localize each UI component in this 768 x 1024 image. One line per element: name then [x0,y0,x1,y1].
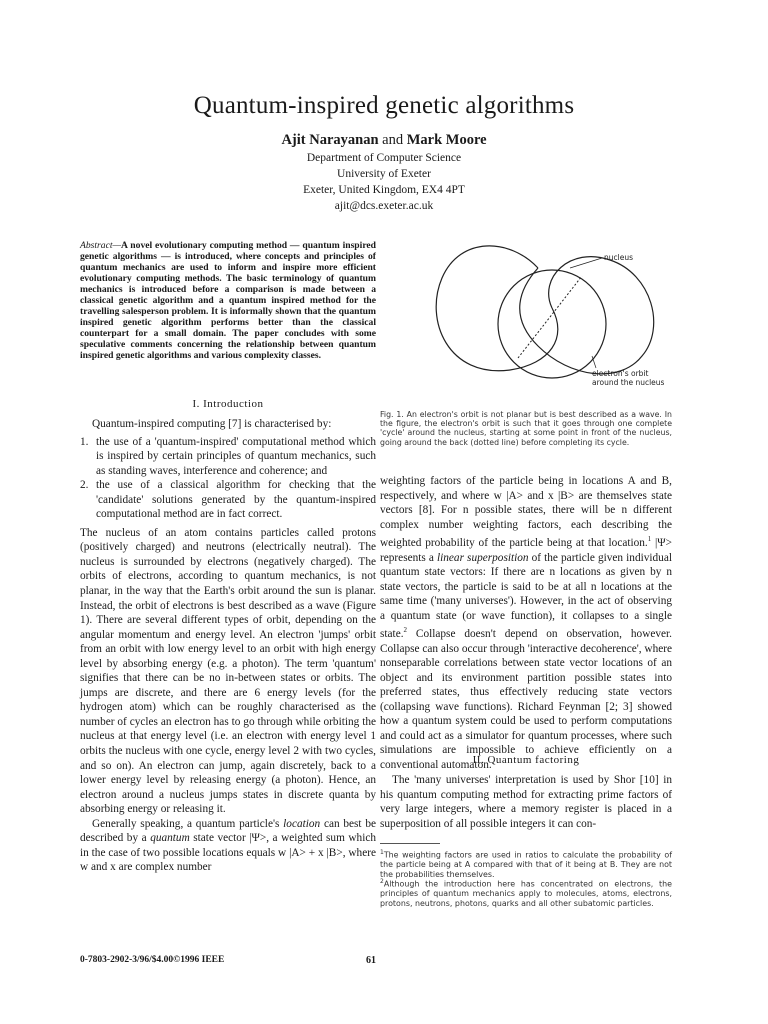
author-and: and [382,132,404,148]
copyright-line: 0-7803-2902-3/96/$4.00©1996 IEEE [80,955,225,965]
column-left [80,417,376,875]
affiliation-address: Exeter, United Kingdom, EX4 4PT [303,184,465,196]
figure-label-nucleus: nucleus [604,253,633,262]
orbit-left-lobe [436,246,558,371]
author-line [0,132,768,149]
footnote-rule [380,843,440,844]
paragraph-nucleus: The nucleus of an atom contains particles called protons (positively charged) and neutrons (electrically neutral). The nucleus is surrounded by electrons (negatively charged). The orbits of electrons, according to quantum mechanics, is not planar, in the way that the Earth's orbit around the sun is planar. Instead, the orbit of electrons is best described as a wave (Figure 1). There are several different types of orbit, depending on the angular momentum and energy level. An electron 'jumps' orbit from an orbit with low energy level to an orbit with high energy level by absorbing energy (e.g. a photon). The term 'quantum' signifies that there can be no in-between states or orbits. The jumps are discrete, and there are 6 energy levels (for the hydrogen atom) which can be roughly characterised as the number of cycles an electron has to go through while orbiting the nucleus at that energy level (i.e. an electron with energy level 1 orbits the nucleus with one cycle, energy level 2 with two cycles, and so on). An electron can jump, again discretely, back to a lower energy level by releasing energy (a photon). Hence, an electron around a nucleus jumps states in discrete quanta by absorbing energy or releasing it. [80,526,376,816]
affiliation-email: ajit@dcs.exeter.ac.uk [334,200,434,212]
affiliation-univ: University of Exeter [337,168,431,180]
paragraph-location [80,817,376,875]
footnote-2 [380,877,672,908]
author-first: Ajit Narayanan [281,132,379,148]
paragraph-weighting [380,474,672,772]
abstract-text: A novel evolutionary computing method — quantum inspired genetic algorithms — is introduced, where concepts and principles of quantum mechanics are used to inform and inspire more efficient evolutionary computing methods. The basic terminology of quantum mechanics is introduced before a comparison is made between a classical genetic algorithm and a quantum inspired method for the travelling salesperson problem. It is informally shown that the quantum inspired genetic algorithm performs better than the classical counterpart for a small domain. The paper concludes with some speculative comments concerning the relationship between quantum inspired genetic algorithms and various complexity classes. [80,240,376,362]
paragraph-shor: The 'many universes' interpretation is used by Shor [10] in his quantum computing method for extracting prime factors of very large integers, where a memory register is placed in a superposition of all possible integers it can con- [380,774,672,830]
list-item [80,435,376,479]
list-item-number: 1. [80,435,89,448]
author-second: Mark Moore [406,132,487,148]
footnote-1 [380,848,672,879]
text-run: of the particle given individual quantum state vectors: If there are n locations as given by n state vectors, the particle is said to be at all n locations at the same time ('many universes'). However, in the act of observing a quantum state (or wave function), it collapses to a single state. [380,551,672,640]
nucleus-circle [498,270,606,378]
footnote-text: The weighting factors are used in ratios to calculate the probability of the particle being at A compared with that of it being at B. They are not the probabilities themselves. [380,850,672,879]
figure-electron-orbit [420,238,670,388]
intro-sentence: Quantum-inspired computing [7] is characterised by: [92,418,332,430]
footnote-ref: 1 [647,535,652,544]
page-number: 61 [366,955,376,966]
text-run: state vector |Ψ>, a weighted sum which in the case of two possible locations equals w |A> + x |B>, where w and x are complex number [80,832,376,874]
list-item-text: the use of a classical algorithm for checking that the 'candidate' solutions generated by the quantum-inspired computational method are in fact correct. [96,479,376,521]
orbit-back-dotted [518,276,582,358]
text-run: can best be described by a [80,817,376,845]
column-right-section-2 [380,773,672,831]
affiliation-dept: Department of Computer Science [306,152,462,164]
text-run: Collapse doesn't depend on observation, however. Collapse can also occur through 'interactive decoherence', where nonseparable correlations between state vector locations of an object and its environment partition possible states into preferred states, thus effectively reducing state vectors (collapsing wave functions). Richard Feynman [2; 3] showed how a quantum system could be used to perform computations and could act as a simulator for quantum processes, where such simulations are impossible to achieve efficiently on a conventional automaton. [380,628,673,771]
text-run: |Ψ> represents a [380,536,673,564]
emphasis-location: location [283,817,321,830]
footnote-number: 1 [380,849,384,856]
footnote-ref: 2 [403,626,408,635]
text-run: weighting factors of the particle being in locations A and B, respectively, and where w |A> and x |B> are themselves state vectors [8]. For n possible states, there will be n different complex number weighting factors, each describing the weighted probability of the particle being at that location. [380,475,672,549]
figure-caption: Fig. 1. An electron's orbit is not planar but is best described as a wave. In the figure, the electron's orbit is such that it goes through one complete 'cycle' around the nucleus, starting at some point in front of the nucleus, going around the back (dotted line) before completing its cycle. [380,410,672,447]
footnote-number: 2 [380,878,384,885]
text-run: Generally speaking, a quantum particle's [92,817,284,830]
figure-label-orbit-1: electron's orbit [592,369,649,378]
abstract-lead: Abstract— [80,240,122,251]
footnote-text: Although the introduction here has concentrated on electrons, the principles of quantum mechanics apply to molecules, atoms, electrons, protons, neutrons, photons, quarks and all other subatomic particles. [380,879,672,908]
paper-title: Quantum-inspired genetic algorithms [193,92,575,119]
column-right [380,474,672,772]
section-heading-quantum-factoring: II. Quantum factoring [472,754,580,766]
emphasis-quantum: quantum [150,832,190,845]
list-item-number: 2. [80,479,89,492]
emphasis-linear-superposition: linear superposition [436,551,529,564]
section-heading-introduction: I. Introduction [192,398,264,410]
list-item [80,478,376,522]
orbit-right-lobe [520,257,654,374]
characteristics-list [80,435,376,522]
list-item-text: the use of a 'quantum-inspired' computational method which is inspired by certain principles of quantum mechanics, such as standing waves, interference and coherence; and [96,435,376,477]
figure-label-orbit-2: around the nucleus [592,378,665,387]
abstract [80,240,376,362]
